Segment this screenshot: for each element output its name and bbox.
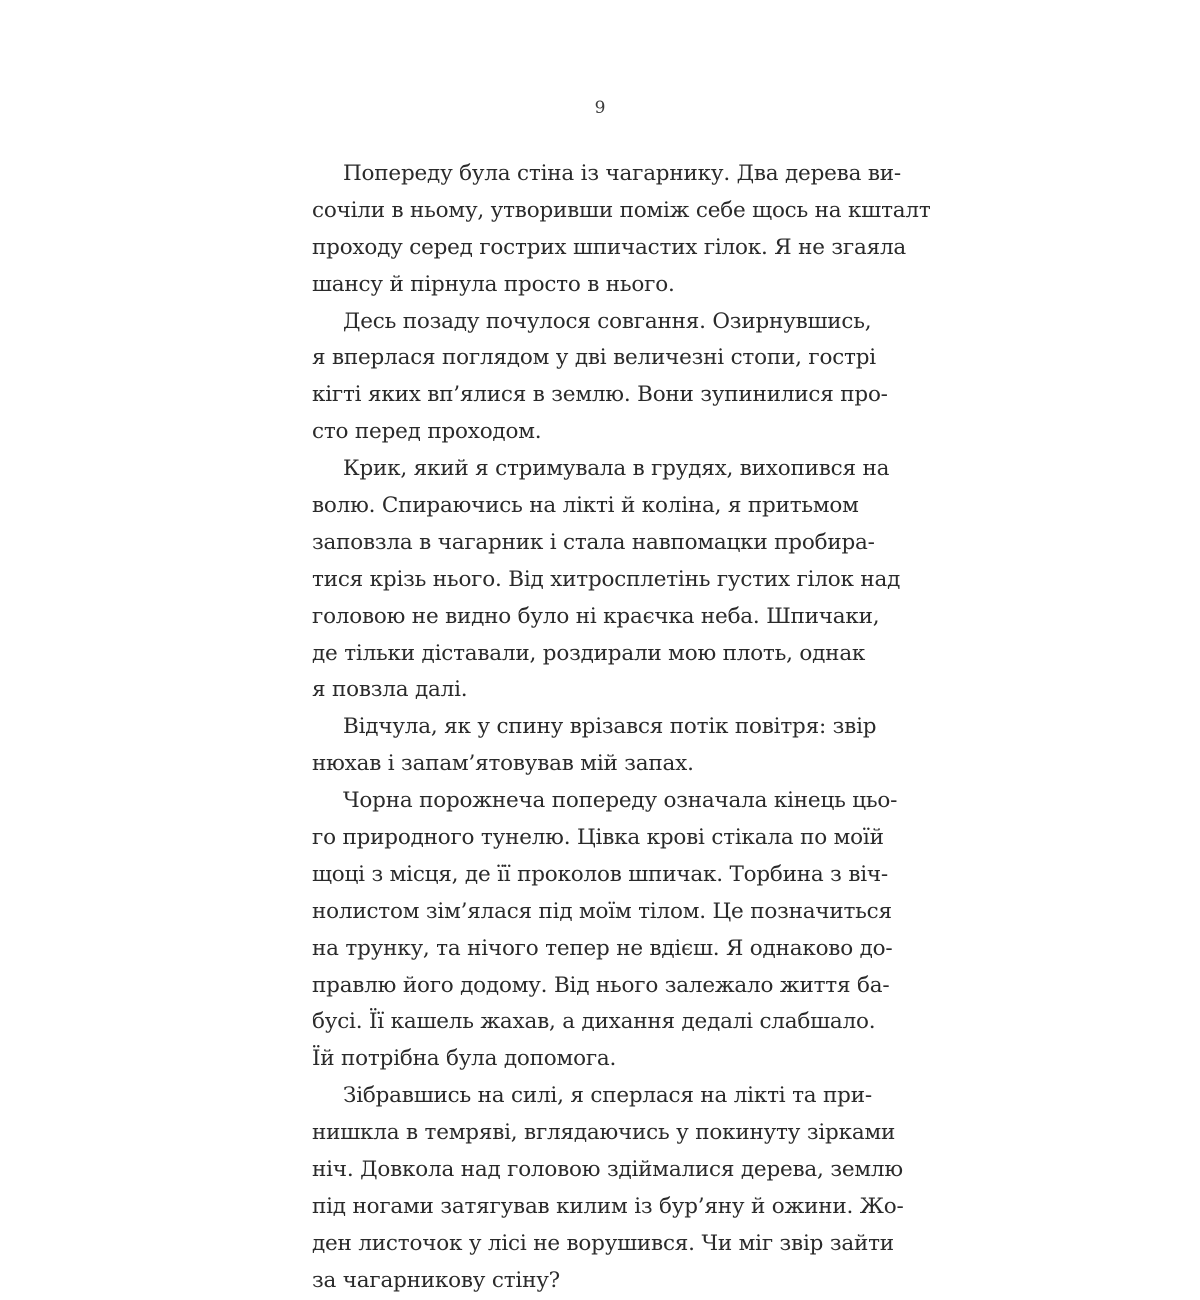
page-number: 9 (594, 98, 606, 118)
text-line: під ногами затягував килим із бур’яну й ожини. Жо- (312, 1193, 904, 1219)
text-line: Зібравшись на силі, я сперлася на лікті та при- (343, 1083, 872, 1109)
text-line: Попереду була стіна із чагарнику. Два дерева ви- (343, 161, 901, 186)
text-line: де тільки діставали, роздирали мою плоть, однак (312, 640, 866, 666)
text-line: за чагарникову стіну? (312, 1267, 561, 1293)
text-line: заповзла в чагарник і стала навпомацки пробира- (312, 529, 875, 555)
text-line: нолистом зім’ялася під моїм тілом. Це позначиться (312, 898, 892, 924)
body-text (312, 156, 931, 1300)
text-line: бусі. Її кашель жахав, а дихання дедалі слабшало. (312, 1009, 876, 1035)
text-line: Їй потрібна була допомога. (312, 1046, 617, 1072)
text-line: я повзла далі. (312, 677, 468, 703)
text-line: сто перед проходом. (312, 419, 542, 445)
text-line: правлю його додому. Від нього залежало життя ба- (312, 972, 890, 998)
text-line: головою не видно було ні краєчка неба. Шпичаки, (312, 603, 880, 629)
text-line: сочіли в ньому, утворивши поміж себе щось на кшталт (312, 197, 931, 223)
text-line: я вперлася поглядом у дві величезні стопи, гострі (312, 345, 876, 371)
text-line: на трунку, та нічого тепер не вдієш. Я однаково до- (312, 935, 893, 961)
text-line: проходу серед гострих шпичастих гілок. Я не згаяла (312, 234, 907, 260)
text-line: го природного тунелю. Цівка крові стікала по моїй (312, 825, 884, 851)
text-line: тися крізь нього. Від хитросплетінь густих гілок над (312, 566, 901, 592)
text-line: ніч. Довкола над головою здіймалися дерева, землю (312, 1157, 903, 1183)
text-line: нишкла в темряві, вглядаючись у покинуту зірками (312, 1120, 896, 1146)
text-line: ден листочок у лісі не ворушився. Чи міг звір зайти (312, 1230, 894, 1256)
text-line: щоці з місця, де її проколов шпичак. Торбина з віч- (312, 861, 888, 887)
text-line: Десь позаду почулося совгання. Озирнувшись, (343, 308, 872, 334)
text-line: шансу й пірнула просто в нього. (312, 271, 675, 297)
text-line: кігті яких вп’ялися в землю. Вони зупинилися про- (312, 382, 888, 408)
text-line: Крик, який я стримувала в грудях, вихопився на (343, 456, 890, 482)
text-line: Відчула, як у спину врізався потік повітря: звір (343, 714, 877, 740)
text-line: волю. Спираючись на лікті й коліна, я притьмом (312, 493, 859, 519)
text-line: Чорна порожнеча попереду означала кінець цьо- (343, 788, 898, 814)
text-line: нюхав і запам’ятовував мій запах. (312, 751, 694, 777)
